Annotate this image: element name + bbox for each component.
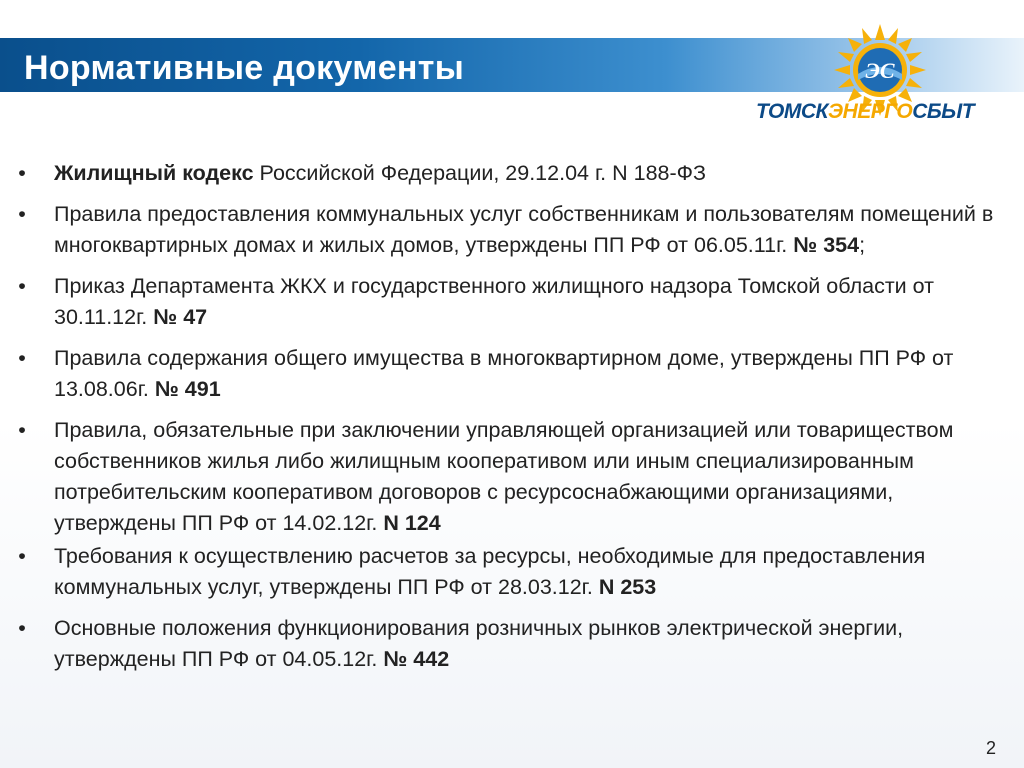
list-item	[12, 415, 1002, 539]
item-text: Правила содержания общего имущества в многоквартирном доме, утверждены ПП РФ от 13.08.06г.	[54, 346, 954, 401]
page-number: 2	[986, 738, 997, 758]
item-text: Правила, обязательные при заключении управляющей организацией или товариществом собственников жилья либо жилищным кооперативом или иным специализированным потребительским кооперативом договоров с ресурсоснабжающими организациями, утверждены ПП РФ от 14.02.12г.	[54, 418, 954, 535]
item-text: Требования к осуществлению расчетов за ресурсы, необходимые для предоставления коммунальных услуг, утверждены ПП РФ от 28.03.12г.	[54, 544, 926, 599]
bullet: •	[18, 161, 26, 185]
bullet: •	[18, 274, 26, 298]
company-logo-text	[756, 100, 1006, 128]
item-bold-tail: № 442	[383, 647, 450, 671]
bullet: •	[18, 202, 26, 226]
item-text: Приказ Департамента ЖКХ и государственного жилищного надзора Томской области от 30.11.12г.	[54, 274, 934, 329]
bullet: •	[18, 346, 26, 370]
item-bold-tail: N 124	[383, 511, 441, 535]
item-bold-tail: N 253	[598, 575, 657, 599]
logo-text-part3: СБЫТ	[912, 100, 975, 123]
logo-text-part1: ТОМСК	[756, 100, 828, 123]
item-bold-lead: Жилищный кодекс	[54, 161, 254, 185]
item-text: Основные положения функционирования розничных рынков электрической энергии, утверждены ПП РФ от 04.05.12г.	[54, 616, 904, 671]
item-bold-tail: № 354	[793, 233, 860, 257]
list-item	[12, 271, 1002, 333]
item-text: Российской Федерации, 29.12.04 г. N 188-ФЗ	[253, 161, 706, 185]
item-bold-tail: № 47	[153, 305, 208, 329]
slide-title: Нормативные документы	[24, 49, 465, 87]
documents-list	[12, 158, 1002, 675]
logo-text-part2: ЭНЕРГО	[827, 100, 913, 123]
bullet: •	[18, 544, 26, 568]
list-item	[12, 343, 1002, 405]
list-item	[12, 613, 1002, 675]
item-text: Правила предоставления коммунальных услуг собственникам и пользователям помещений в многоквартирных домах и жилых домов, утверждены ПП РФ от 06.05.11г.	[54, 202, 994, 257]
logo-emblem-text: ЭС	[865, 58, 895, 83]
item-tail: ;	[859, 233, 866, 257]
bullet: •	[18, 418, 26, 442]
list-item	[12, 199, 1002, 261]
list-item	[12, 541, 1002, 603]
list-item	[12, 158, 1002, 189]
bullet: •	[18, 616, 26, 640]
item-bold-tail: № 491	[154, 377, 221, 401]
